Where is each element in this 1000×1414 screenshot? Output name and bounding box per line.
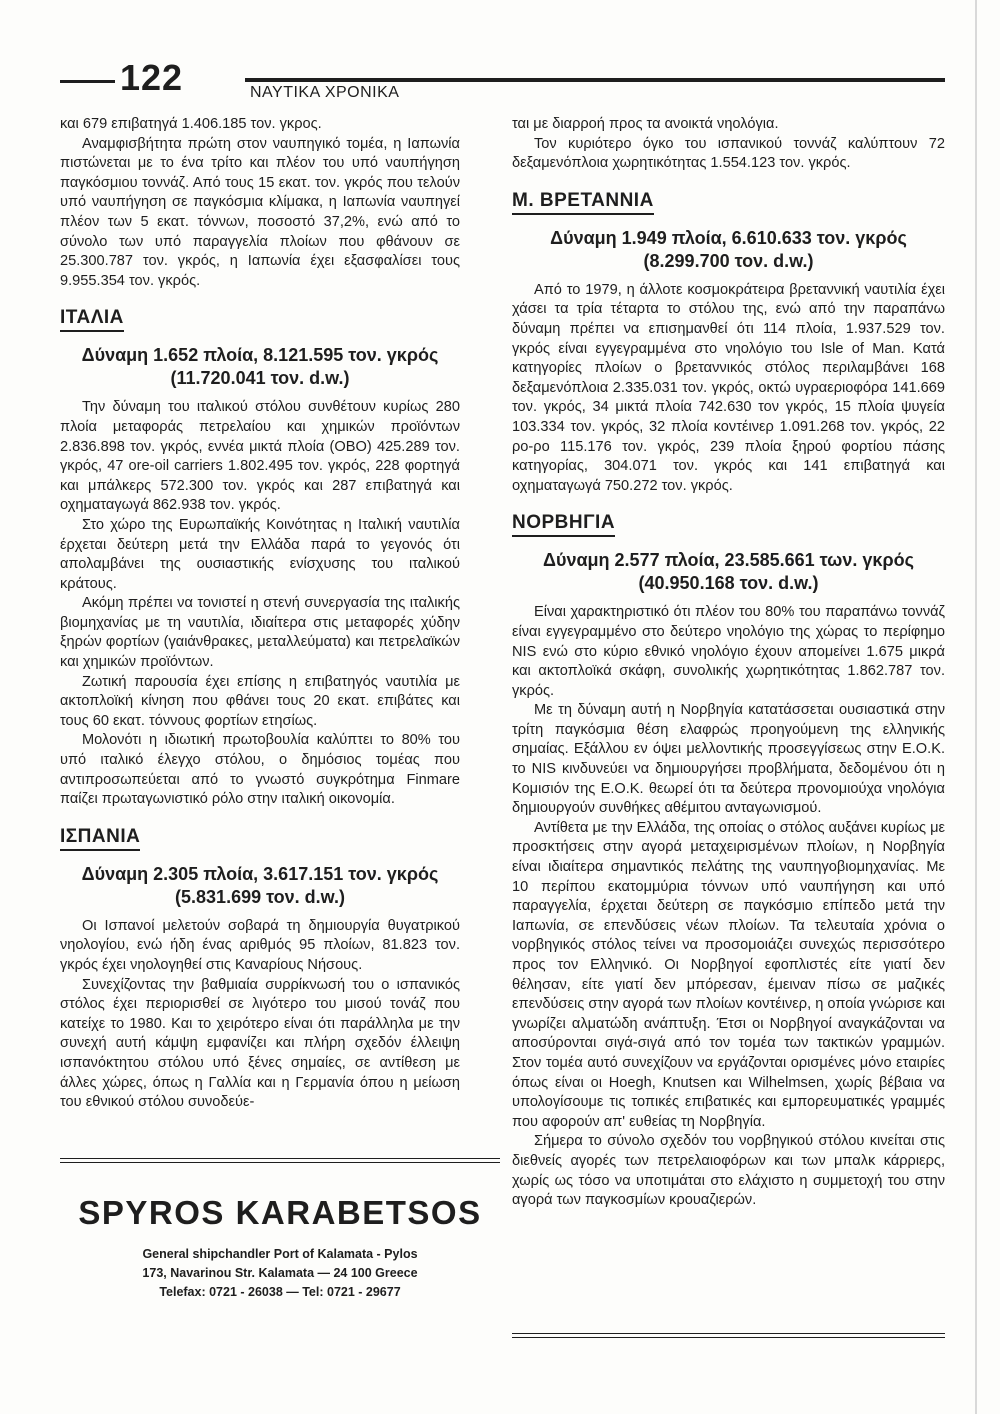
header-rule-left [60,80,115,83]
header-rule-right [245,78,945,82]
body-paragraph: Ζωτική παρουσία έχει επίσης η επιβατηγός ναυτιλία με ακτοπλοϊκή κίνηση που φθάνει τους 20 εκατ. επιβάτες και τους 60 εκατ. τόννους φορτίων ετησίως. [60,673,460,729]
power-line: (40.950.168 τον. d.w.) [638,573,819,594]
body-paragraph: Στο χώρο της Ευρωπαϊκής Κοινότητας η Ιταλική ναυτιλία έρχεται δεύτερη μετά την Ελλάδα παρά το γεγονός ότι απολαμβάνει της ουσιαστικής ενίσχυσης του ιταλικού κράτους. [60,516,460,592]
body-paragraph: Σήμερα το σύνολο σχεδόν του νορβηγικού στόλου κινείται στις διεθνείς αγορές των πετρελαιοφόρων και των μπαλκ κάρριερς, χωρίς ως τόσο να υποτιμάται στο ελάχιστο η συμμετοχή του στην αγορά των παγκοσμίων κρουαζιερών. [512,1133,945,1209]
ad-tagline: General shipchandler Port of Kalamata - Pylos [142,1247,418,1261]
fleet-power-italy [60,344,460,390]
advertisement [60,1158,500,1302]
body-paragraph: Μολονότι η ιδιωτική πρωτοβουλία καλύπτει το 80% του υπό ιταλικό έλεγχο στόλου, ο δημόσιος τομέας που αντιπροσωπεύεται από το γνωστό συγκρότημα Finmare παίζει πρωταγωνιστικό ρόλο στην ιταλική οικονομία. [60,732,460,808]
body-paragraph: Οι Ισπανοί μελετούν σοβαρά τη δημιουργία θυγατρικού νηολογίου, ενώ ήδη ένας αριθμός 95 πλοίων, 81.823 τον. γκρός έχει νηολογηθεί στις Καναρίους Νήσους. [60,917,460,973]
section-heading-britain: Μ. ΒΡΕΤΑΝΝΙΑ [512,190,654,215]
fleet-power-britain [512,227,945,273]
page-header [60,58,945,102]
body-paragraph: Αντίθετα με την Ελλάδα, της οποίας ο στόλος αυξάνει κυρίως με προσκτήσεις στην αγορά μεταχειρισμένων πλοίων, η Νορβηγία είναι ιδιαίτερα σημαντικός πελάτης της ναυπηγοβιομηχανίας. Με 10 περίπου εκατομμύρια τόννων υπό ναυπήγηση και υπό παραγγελία, έρχεται δεύτερη σε παγκόσμιο επίπεδο μετά την Ιαπωνία, σε επενδύσεις νέων πλοίων. Τα τελευταία χρόνια ο νορβηγικός στόλος τείνει να προσομοιάζει συνεχώς περισσότερο προς τον Ελληνικό. Οι Νορβηγοί εφοπλιστές είτε γιατί δεν θέλησαν, είτε γιατί δεν μπόρεσαν, έμειναν πίσω σε μαζικές επενδύσεις στην αγορά των πλοίων κοντέινερ, η οποία γνώρισε και γνωρίζει αλματώδη ανάπτυξη. Έτσι οι Νορβηγοί αναγκάζονται να αποσύρονται σιγά-σιγά από τον τομέα των τακτικών γραμμών. Στον τομέα αυτό συνεχίζουν να εργάζονται ορισμένες μόνο εταιρίες όπως είναι οι Hoegh, Knutsen και Wilhelmsen, χωρίς βέβαια να υπολογίσουμε τις τοπικές επιβατικές και εμπορευματικές γραμμές που αφορούν απ' ευθείας τη Νορβηγία. [512,819,945,1130]
fleet-power-norway [512,549,945,595]
power-line: (8.299.700 τον. d.w.) [643,250,814,271]
power-line: (11.720.041 τον. d.w.) [170,368,350,389]
left-column [60,115,460,1113]
section-heading-norway: ΝΟΡΒΗΓΙΑ [512,512,615,537]
intro-paragraph: και 679 επιβατηγά 1.406.185 τον. γκρος. [60,116,322,132]
power-line: Δύναμη 2.577 πλοία, 23.585.661 των. γκρός [543,550,914,571]
section-heading-italy: ΙΤΑΛΙΑ [60,307,124,332]
power-line: (5.831.699 τον. d.w.) [175,886,345,907]
body-paragraph: Ακόμη πρέπει να τονιστεί η στενή συνεργασία της ιταλικής βιομηχανίας με τη ναυτιλία, ιδιαίτερα στις μεταφορές χύδην ξηρών φορτίων (γαιάνθρακες, μεταλλεύματα) και πετρελαϊκών και χημικών προϊόντων. [60,595,460,671]
body-paragraph: Συνεχίζοντας την βαθμιαία συρρίκνωσή του ο ισπανικός στόλος έχει περιορισθεί σε λιγότερο του μισού τονάζ που κατείχε το 1980. Και το χειρότερο είναι ότι παράλληλα με την συνεχή αυτή κάμψη εμφανίζει και πλήρη σχεδόν έλλειψη ισπανόκτητου στόλου υπό ξένες σημαίες, σε αντίθεση με άλλες χώρες, όπως η Γαλλία και η Γερμανία όπου η μείωση του εθνικού στόλου συνοδεύε- [60,976,460,1111]
body-paragraph: Την δύναμη του ιταλικού στόλου συνθέτουν κυρίως 280 πλοία μεταφοράς πετρελαίου και χημικών προϊόντων 2.836.898 τον. γκρός, εννέα μικτά πλοία (ΟΒΟ) 425.289 τον. γκρός, 47 ore-oil carriers 1.802.495 τον. γκρός, 228 φορτηγά και μπάλκερς 572.300 τον. γκρός και 287 επιβατηγά και οχηματαγωγά 862.938 τον. γκρός. [60,399,460,514]
intro-paragraph: Αναμφισβήτητα πρώτη στον ναυπηγικό τομέα, η Ιαπωνία πιστώνεται με το ένα τρίτο και πλέον του υπό ναυπήγηση παγκόσμιου τοννάζ. Από τους 15 εκατ. τον. γκρός που τελούν υπό ναυπήγηση σε παγκόσμια κλίμακα, η Ιαπωνία ναυπηγεί πλέον των 5 εκατ. τόννων, ποσοστό 37,2%, ενώ από το σύνολο των υπό παραγγελία πλοίων που φθάνουν σε 25.300.787 τον. γκρός, η Ιαπωνία έχει εξασφαλίσει τους 9.955.354 τον. γκρός. [60,135,460,289]
page-edge-line [975,0,977,1414]
magazine-title: ΝΑΥΤΙΚΑ ΧΡΟΝΙΚΑ [250,84,400,101]
page-number: 122 [120,57,184,98]
ad-phone: Telefax: 0721 - 26038 — Tel: 0721 - 29677 [159,1285,401,1299]
power-line: Δύναμη 1.949 πλοία, 6.610.633 τον. γκρός [550,227,907,248]
power-line: Δύναμη 2.305 πλοία, 3.617.151 τον. γκρός [81,863,439,884]
article-end-rule [512,1333,945,1338]
continuation-paragraph: ται με διαρροή προς τα ανοικτά νηολόγια. [512,116,779,132]
fleet-power-spain [60,863,460,909]
right-column [512,115,945,1211]
body-paragraph: Είναι χαρακτηριστικό ότι πλέον του 80% του παραπάνω τοννάζ είναι εγγεγραμμένο στο δεύτερο νηολόγιο της χώρας το περίφημο NIS ενώ στο κύριο εθνικό νηολόγιο έχουν απομείνει 1.675 μικρά και ακτοπλοϊκά σκάφη, συνολικής χωρητικότητας 1.862.787 τον. γκρός. [512,604,945,699]
body-paragraph: Από το 1979, η άλλοτε κοσμοκράτειρα βρεταννική ναυτιλία έχει χάσει τα τρία τέταρτα το στόλου της, ενώ από την παραπάνω δύναμη πρέπει να επισημανθεί ότι 114 πλοία, 1.937.529 τον. γκρός είναι εγγεγραμμένα στο νηολόγιο του Isle of Man. Κατά κατηγορίες πλοίων ο βρεταννικός στόλος περιλαμβάνει 168 δεξαμενόπλοια 2.335.031 τον. γκρός, οκτώ υγραεριοφόρα 141.669 τον. γκρός, 34 μικτά πλοία 742.630 τον γκρός, 15 πλοία ψυγεία 103.334 τον. γκρός, 32 πλοία κοντέινερ 1.091.268 τον. γκρός, 22 ρο-ρο 115.176 τον. γκρός, 239 πλοία ξηρού φορτίου πάσης κατηγορίας, 304.071 τον. γκρός και 141 επιβατηγά και οχηματαγωγά 750.272 τον. γκρός. [512,281,945,494]
end-double-rule [512,1333,945,1338]
body-paragraph: Με τη δύναμη αυτή η Νορβηγία κατατάσσεται ουσιαστικά στην τρίτη παγκόσμια θέση ελαφρώς προηγούμενη της ελληνικής σημαίας. Εξάλλου εν όψει μελλοντικής προσεγγίσεως στην Ε.Ο.Κ. το NIS κινδυνεύει να δημιουργήσει προβλήματα, δεδομένου ότι η Κομισιόν της Ε.Ο.Κ. θεωρεί ότι τα δεύτερα προνομιούχα νηολόγια δημιουργούν συνθήκες αθέμιτου ανταγωνισμού. [512,702,945,817]
section-heading-spain: ΙΣΠΑΝΙΑ [60,826,140,851]
ad-double-rule [60,1158,500,1163]
ad-brand-name: SPYROS KARABETSOS [78,1194,482,1231]
body-paragraph: Τον κυριότερο όγκο του ισπανικού τοννάζ καλύπτουν 72 δεξαμενόπλοια χωρητικότητας 1.554.123 τον. γκρός. [512,135,945,172]
ad-address: 173, Navarinou Str. Kalamata — 24 100 Greece [142,1266,418,1280]
power-line: Δύναμη 1.652 πλοία, 8.121.595 τον. γκρός [81,345,439,366]
